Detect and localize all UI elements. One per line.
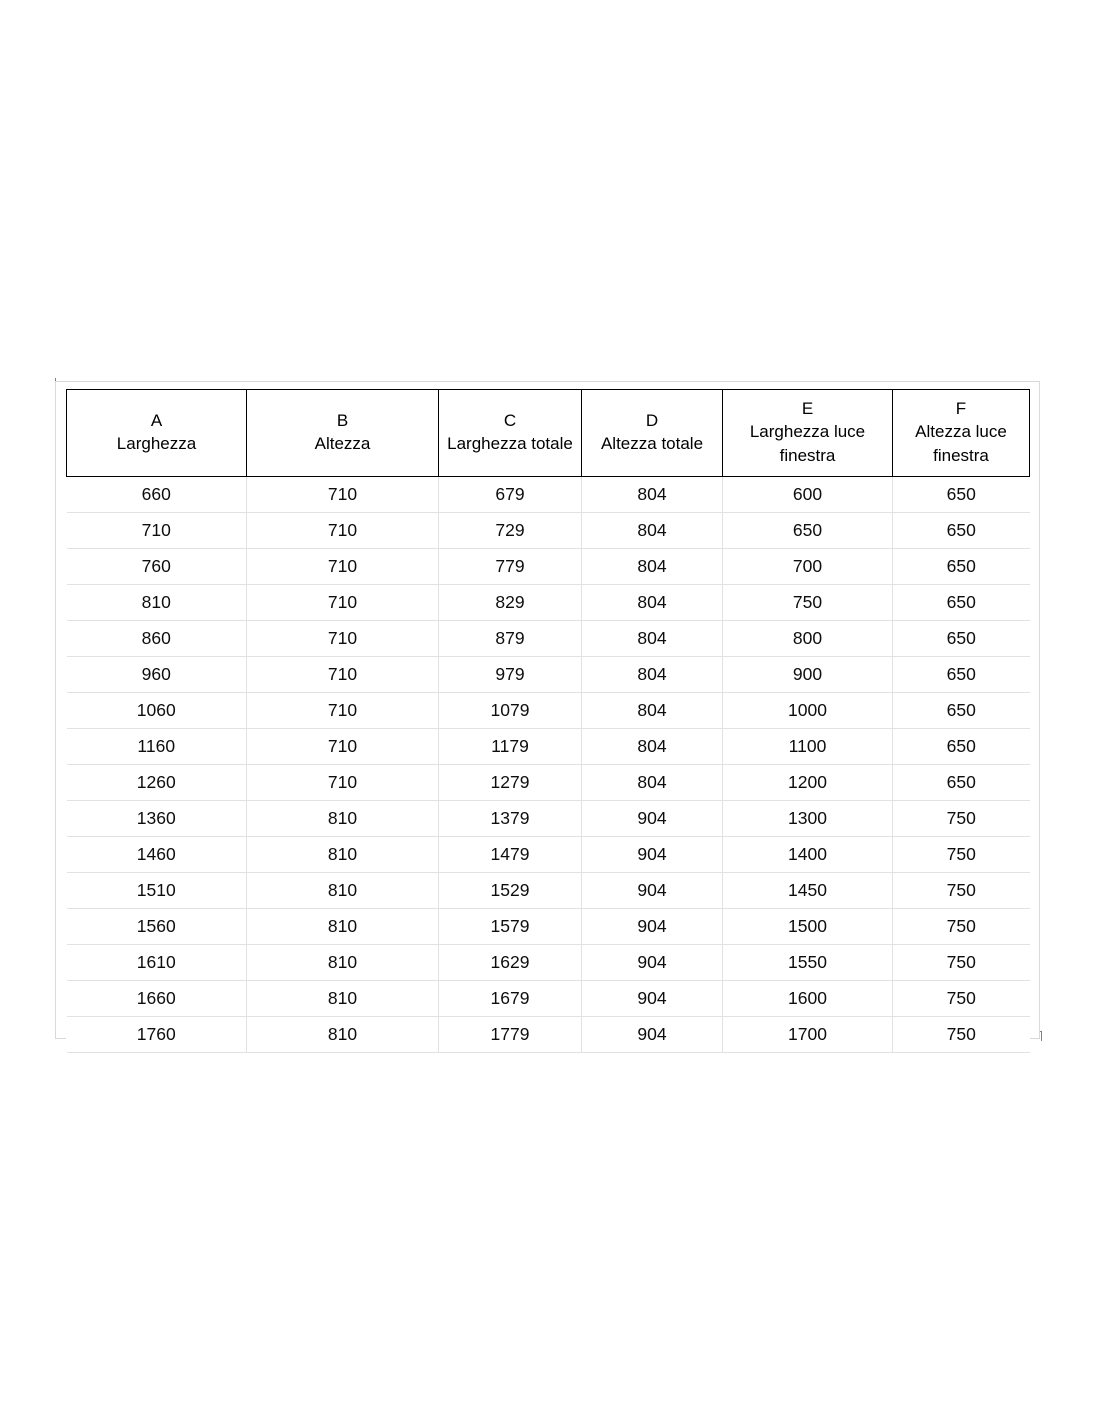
column-label-b: Altezza bbox=[314, 434, 371, 454]
table-cell: 1000 bbox=[723, 693, 893, 729]
table-cell: 779 bbox=[439, 549, 582, 585]
table-cell: 710 bbox=[247, 765, 439, 801]
table-header-row bbox=[67, 390, 1030, 477]
table-cell: 710 bbox=[247, 693, 439, 729]
table-cell: 860 bbox=[67, 621, 247, 657]
table-body bbox=[67, 477, 1030, 1053]
table-cell: 679 bbox=[439, 477, 582, 513]
table-cell: 1060 bbox=[67, 693, 247, 729]
table-cell: 804 bbox=[582, 621, 723, 657]
column-code-b: B bbox=[336, 410, 349, 430]
table-cell: 710 bbox=[67, 513, 247, 549]
table-cell: 1400 bbox=[723, 837, 893, 873]
table-cell: 904 bbox=[582, 837, 723, 873]
table-row bbox=[67, 585, 1030, 621]
column-label-a: Larghezza bbox=[116, 434, 197, 454]
table-cell: 750 bbox=[893, 945, 1030, 981]
column-label-c: Larghezza totale bbox=[447, 434, 573, 454]
table-cell: 1260 bbox=[67, 765, 247, 801]
table-row bbox=[67, 837, 1030, 873]
table-cell: 1660 bbox=[67, 981, 247, 1017]
column-header-d bbox=[582, 390, 723, 477]
column-header-f bbox=[893, 390, 1030, 477]
column-code-e: E bbox=[801, 399, 814, 418]
table-cell: 879 bbox=[439, 621, 582, 657]
table-row bbox=[67, 1017, 1030, 1053]
table-cell: 1579 bbox=[439, 909, 582, 945]
table-cell: 1300 bbox=[723, 801, 893, 837]
table-cell: 1500 bbox=[723, 909, 893, 945]
table-cell: 960 bbox=[67, 657, 247, 693]
table-cell: 800 bbox=[723, 621, 893, 657]
column-label-e: Larghezza luce finestra bbox=[749, 422, 866, 465]
table-cell: 660 bbox=[67, 477, 247, 513]
table-cell: 700 bbox=[723, 549, 893, 585]
table-row bbox=[67, 873, 1030, 909]
table-cell: 804 bbox=[582, 477, 723, 513]
table-row bbox=[67, 729, 1030, 765]
column-code-f: F bbox=[955, 399, 967, 418]
table-cell: 1450 bbox=[723, 873, 893, 909]
table-row bbox=[67, 945, 1030, 981]
table-cell: 1160 bbox=[67, 729, 247, 765]
table-cell: 750 bbox=[893, 909, 1030, 945]
table-cell: 650 bbox=[893, 693, 1030, 729]
column-label-d: Altezza totale bbox=[600, 434, 704, 454]
table-cell: 650 bbox=[893, 585, 1030, 621]
table-cell: 904 bbox=[582, 981, 723, 1017]
table-cell: 1610 bbox=[67, 945, 247, 981]
table-cell: 729 bbox=[439, 513, 582, 549]
table-cell: 804 bbox=[582, 549, 723, 585]
table-cell: 904 bbox=[582, 873, 723, 909]
table-cell: 1779 bbox=[439, 1017, 582, 1053]
table-cell: 904 bbox=[582, 909, 723, 945]
table-cell: 1360 bbox=[67, 801, 247, 837]
table-cell: 750 bbox=[893, 873, 1030, 909]
table-cell: 710 bbox=[247, 513, 439, 549]
column-header-a bbox=[67, 390, 247, 477]
table-cell: 900 bbox=[723, 657, 893, 693]
table-cell: 1479 bbox=[439, 837, 582, 873]
table-row bbox=[67, 765, 1030, 801]
table-cell: 750 bbox=[893, 981, 1030, 1017]
column-code-a: A bbox=[150, 410, 163, 430]
table-cell: 710 bbox=[247, 657, 439, 693]
table-cell: 710 bbox=[247, 549, 439, 585]
table-cell: 1460 bbox=[67, 837, 247, 873]
table-cell: 1629 bbox=[439, 945, 582, 981]
column-header-b bbox=[247, 390, 439, 477]
table-cell: 600 bbox=[723, 477, 893, 513]
table-cell: 650 bbox=[723, 513, 893, 549]
table-cell: 804 bbox=[582, 693, 723, 729]
table-cell: 1510 bbox=[67, 873, 247, 909]
table-cell: 1200 bbox=[723, 765, 893, 801]
column-header-c bbox=[439, 390, 582, 477]
table-cell: 810 bbox=[247, 909, 439, 945]
table-cell: 650 bbox=[893, 657, 1030, 693]
table-cell: 810 bbox=[247, 981, 439, 1017]
table-row bbox=[67, 657, 1030, 693]
column-label-f: Altezza luce finestra bbox=[915, 422, 1007, 465]
table-cell: 650 bbox=[893, 729, 1030, 765]
table-cell: 810 bbox=[247, 1017, 439, 1053]
column-code-d: D bbox=[645, 410, 659, 430]
table-cell: 710 bbox=[247, 729, 439, 765]
table-cell: 1179 bbox=[439, 729, 582, 765]
table-cell: 1560 bbox=[67, 909, 247, 945]
table-cell: 1550 bbox=[723, 945, 893, 981]
table-cell: 810 bbox=[247, 837, 439, 873]
table-cell: 1379 bbox=[439, 801, 582, 837]
table-cell: 650 bbox=[893, 621, 1030, 657]
table-cell: 710 bbox=[247, 477, 439, 513]
table-row bbox=[67, 981, 1030, 1017]
table-cell: 1760 bbox=[67, 1017, 247, 1053]
table-cell: 904 bbox=[582, 1017, 723, 1053]
table-row bbox=[67, 693, 1030, 729]
table-cell: 760 bbox=[67, 549, 247, 585]
table-cell: 810 bbox=[67, 585, 247, 621]
table-cell: 979 bbox=[439, 657, 582, 693]
table-cell: 650 bbox=[893, 549, 1030, 585]
table-cell: 750 bbox=[893, 1017, 1030, 1053]
table-cell: 1700 bbox=[723, 1017, 893, 1053]
table-cell: 1279 bbox=[439, 765, 582, 801]
table-row bbox=[67, 477, 1030, 513]
table-cell: 710 bbox=[247, 621, 439, 657]
table-row bbox=[67, 909, 1030, 945]
table-cell: 650 bbox=[893, 477, 1030, 513]
table-cell: 1529 bbox=[439, 873, 582, 909]
table-cell: 650 bbox=[893, 513, 1030, 549]
table-cell: 810 bbox=[247, 873, 439, 909]
table-cell: 1100 bbox=[723, 729, 893, 765]
table-row bbox=[67, 621, 1030, 657]
table-cell: 1079 bbox=[439, 693, 582, 729]
table-cell: 804 bbox=[582, 765, 723, 801]
table-row bbox=[67, 801, 1030, 837]
table-cell: 1600 bbox=[723, 981, 893, 1017]
table-row bbox=[67, 549, 1030, 585]
table-cell: 750 bbox=[723, 585, 893, 621]
table-cell: 804 bbox=[582, 513, 723, 549]
column-code-c: C bbox=[503, 410, 517, 430]
table-cell: 804 bbox=[582, 729, 723, 765]
table-cell: 904 bbox=[582, 801, 723, 837]
table-cell: 650 bbox=[893, 765, 1030, 801]
table-cell: 829 bbox=[439, 585, 582, 621]
table-cell: 804 bbox=[582, 585, 723, 621]
dimensions-table bbox=[66, 389, 1030, 1053]
table-cell: 810 bbox=[247, 945, 439, 981]
table-cell: 810 bbox=[247, 801, 439, 837]
column-header-e bbox=[723, 390, 893, 477]
table-cell: 904 bbox=[582, 945, 723, 981]
table-cell: 1679 bbox=[439, 981, 582, 1017]
table-cell: 804 bbox=[582, 657, 723, 693]
table-cell: 750 bbox=[893, 801, 1030, 837]
table-row bbox=[67, 513, 1030, 549]
table-header bbox=[67, 390, 1030, 477]
table-cell: 710 bbox=[247, 585, 439, 621]
table-cell: 750 bbox=[893, 837, 1030, 873]
